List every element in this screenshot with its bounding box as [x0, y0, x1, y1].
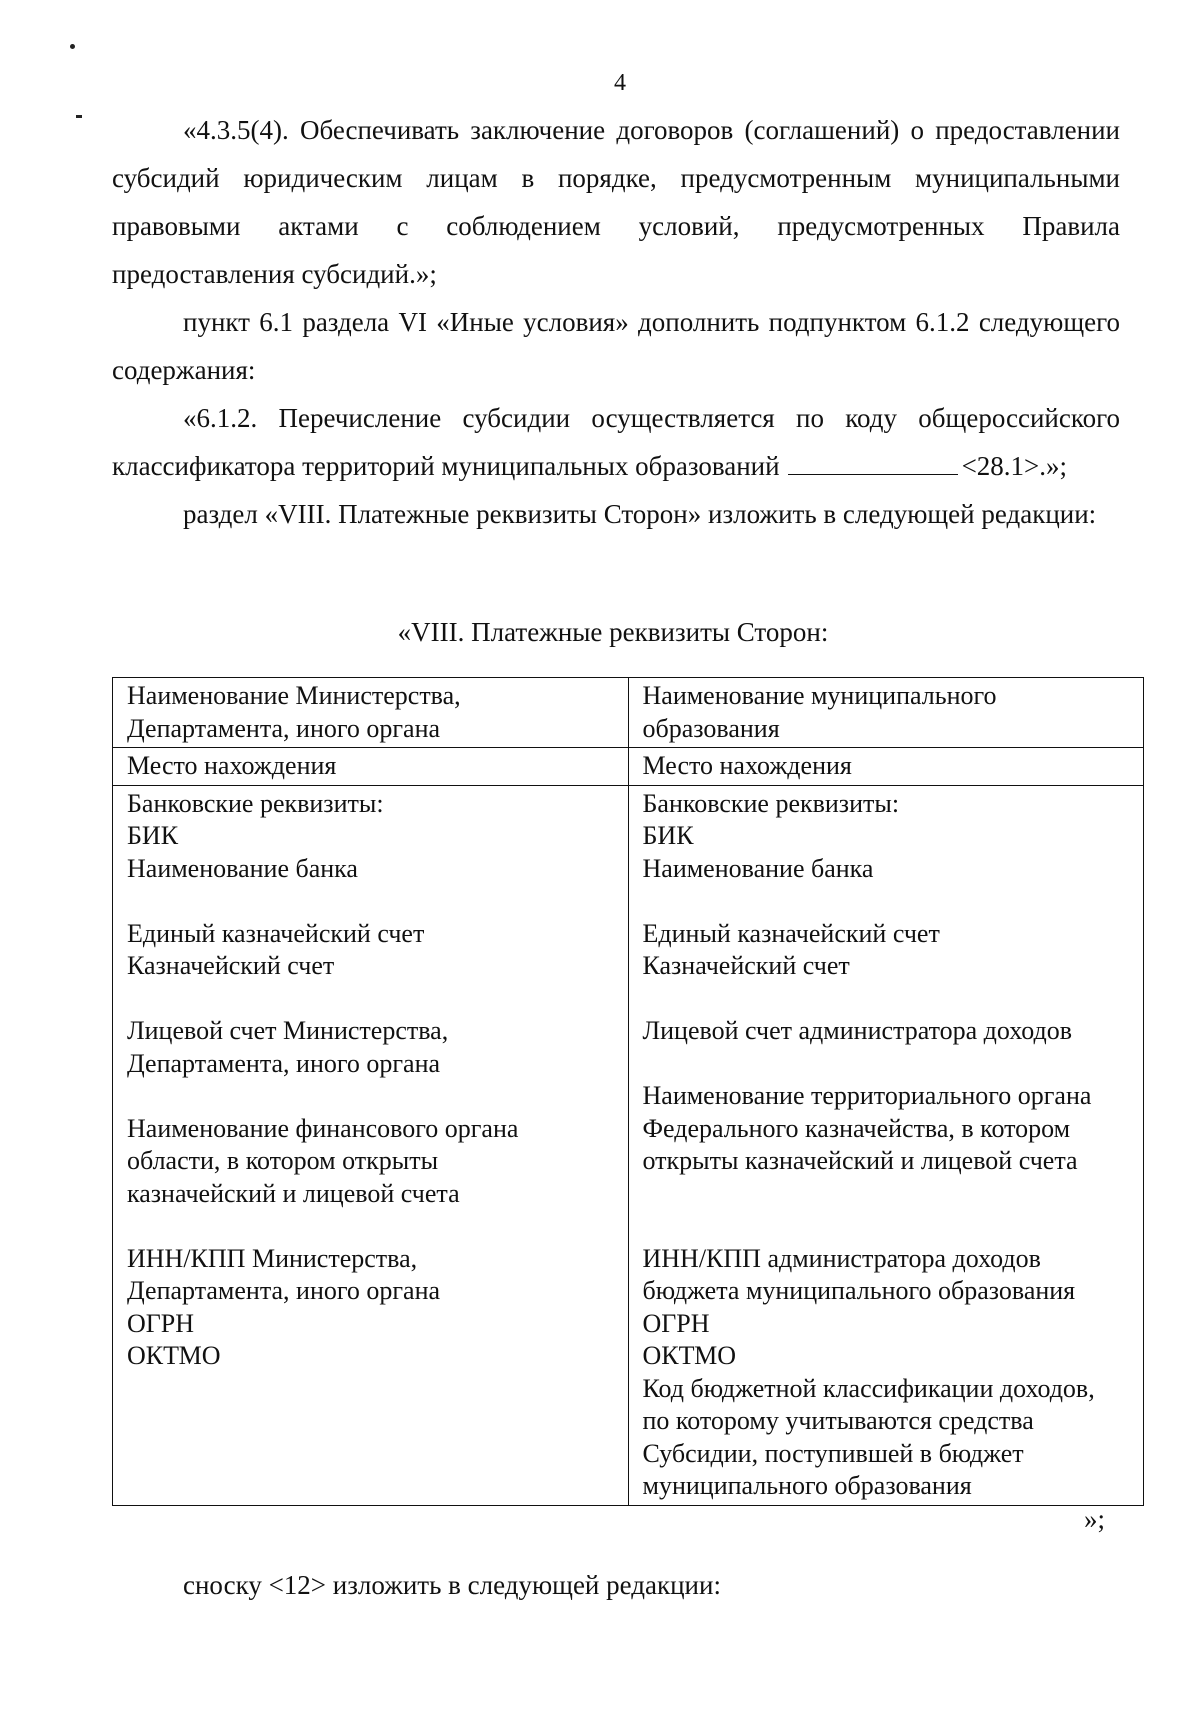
paragraph-point-6-1: пункт 6.1 раздела VI «Иные условия» дополнить подпунктом 6.1.2 следующего содержания:: [112, 307, 1120, 385]
cell-line: области, в котором открыты: [127, 1146, 439, 1175]
cell-line: Департамента, иного органа: [127, 713, 441, 743]
cell-spacer: [127, 885, 616, 918]
cell-spacer: [643, 1210, 1132, 1243]
cell-line: ОГРН: [642, 1308, 710, 1338]
cell-line: по которому учитываются средства: [642, 1406, 1034, 1435]
cell-line: Наименование территориального органа: [642, 1081, 1092, 1110]
cell-line: Казначейский счет: [642, 951, 850, 980]
cell-line: казначейский и лицевой счета: [127, 1178, 460, 1208]
body-text: [112, 106, 1120, 538]
paragraph-6-1-2: [112, 394, 1120, 490]
cell-line: Субсидии, поступившей в бюджет: [642, 1438, 1024, 1468]
table-title: «VIII. Платежные реквизиты Сторон:: [397, 617, 829, 647]
payment-requisites-table: [112, 677, 1144, 1506]
cell-line: Банковские реквизиты:: [127, 788, 384, 818]
closing-quote: »;: [1084, 1504, 1106, 1534]
cell-line: Департамента, иного органа: [127, 1276, 441, 1305]
cell-line: Единый казначейский счет: [642, 918, 940, 948]
cell-line: Банковские реквизиты:: [642, 788, 900, 818]
cell-line: Наименование муниципального: [642, 681, 997, 710]
cell-spacer: [127, 1080, 616, 1113]
cell-bank-details-right: [628, 785, 1144, 1505]
cell-spacer: [127, 1210, 616, 1243]
footnote-instruction: сноску <12> изложить в следующей редакции:: [183, 1570, 721, 1600]
cell-line: Код бюджетной классификации доходов,: [642, 1373, 1095, 1403]
fill-in-blank: [788, 450, 958, 475]
scan-speck: [76, 115, 82, 118]
cell-spacer: [643, 983, 1132, 1016]
cell-line: Федерального казначейства, в котором: [642, 1113, 1071, 1143]
cell-line: ИНН/КПП Министерства,: [127, 1243, 418, 1273]
cell-spacer: [643, 1178, 1132, 1211]
cell-line: открыты казначейский и лицевой счета: [642, 1146, 1078, 1175]
cell-bank-details-left: [113, 785, 629, 1505]
cell-line: Единый казначейский счет: [127, 918, 425, 948]
cell-line: ИНН/КПП администратора доходов: [642, 1243, 1041, 1273]
cell-line: Лицевой счет Министерства,: [127, 1016, 449, 1045]
table-row: [113, 678, 1144, 748]
paragraph-6-1-2-text: «6.1.2. Перечисление субсидии осуществляется по коду общероссийского классификатора территорий муниципальных образований: [112, 403, 1120, 481]
cell-line: Наименование Министерства,: [127, 681, 461, 710]
scan-speck: [70, 44, 75, 49]
cell-line: Департамента, иного органа: [127, 1048, 441, 1078]
cell-line: образования: [642, 713, 780, 743]
cell-location-left: [113, 748, 629, 786]
cell-location-right: [628, 748, 1144, 786]
cell-spacer: [643, 1048, 1132, 1081]
cell-line: ОКТМО: [642, 1341, 737, 1370]
cell-line: Место нахождения: [127, 751, 337, 780]
cell-spacer: [643, 885, 1132, 918]
paragraph-section-viii: раздел «VIII. Платежные реквизиты Сторон» изложить в следующей редакции:: [183, 499, 1097, 529]
table-row: [113, 785, 1144, 1505]
cell-line: Наименование банка: [127, 853, 358, 883]
table-row: [113, 748, 1144, 786]
cell-line: Казначейский счет: [127, 951, 335, 980]
cell-line: муниципального образования: [642, 1471, 972, 1500]
cell-line: ОГРН: [127, 1308, 195, 1338]
cell-line: БИК: [127, 821, 179, 850]
cell-line: ОКТМО: [127, 1341, 221, 1370]
footnote-ref: <28.1>.»;: [961, 451, 1068, 481]
cell-line: бюджета муниципального образования: [642, 1276, 1076, 1305]
cell-line: Место нахождения: [642, 751, 852, 780]
cell-line: Лицевой счет администратора доходов: [642, 1016, 1072, 1045]
page-number: 4: [614, 70, 626, 96]
cell-spacer: [127, 983, 616, 1016]
cell-line: Наименование банка: [642, 853, 874, 883]
paragraph-4-3-5-4: «4.3.5(4). Обеспечивать заключение договоров (соглашений) о предоставлении субсидий юридическим лицам в порядке, предусмотренным муниципальными правовыми актами с соблюдением условий, предусмотренных Правила предоставления субсидий.»;: [112, 115, 1120, 289]
cell-ministry-name: [113, 678, 629, 748]
cell-municipality-name: [628, 678, 1144, 748]
cell-line: Наименование финансового органа: [127, 1113, 519, 1143]
cell-line: БИК: [642, 821, 694, 850]
